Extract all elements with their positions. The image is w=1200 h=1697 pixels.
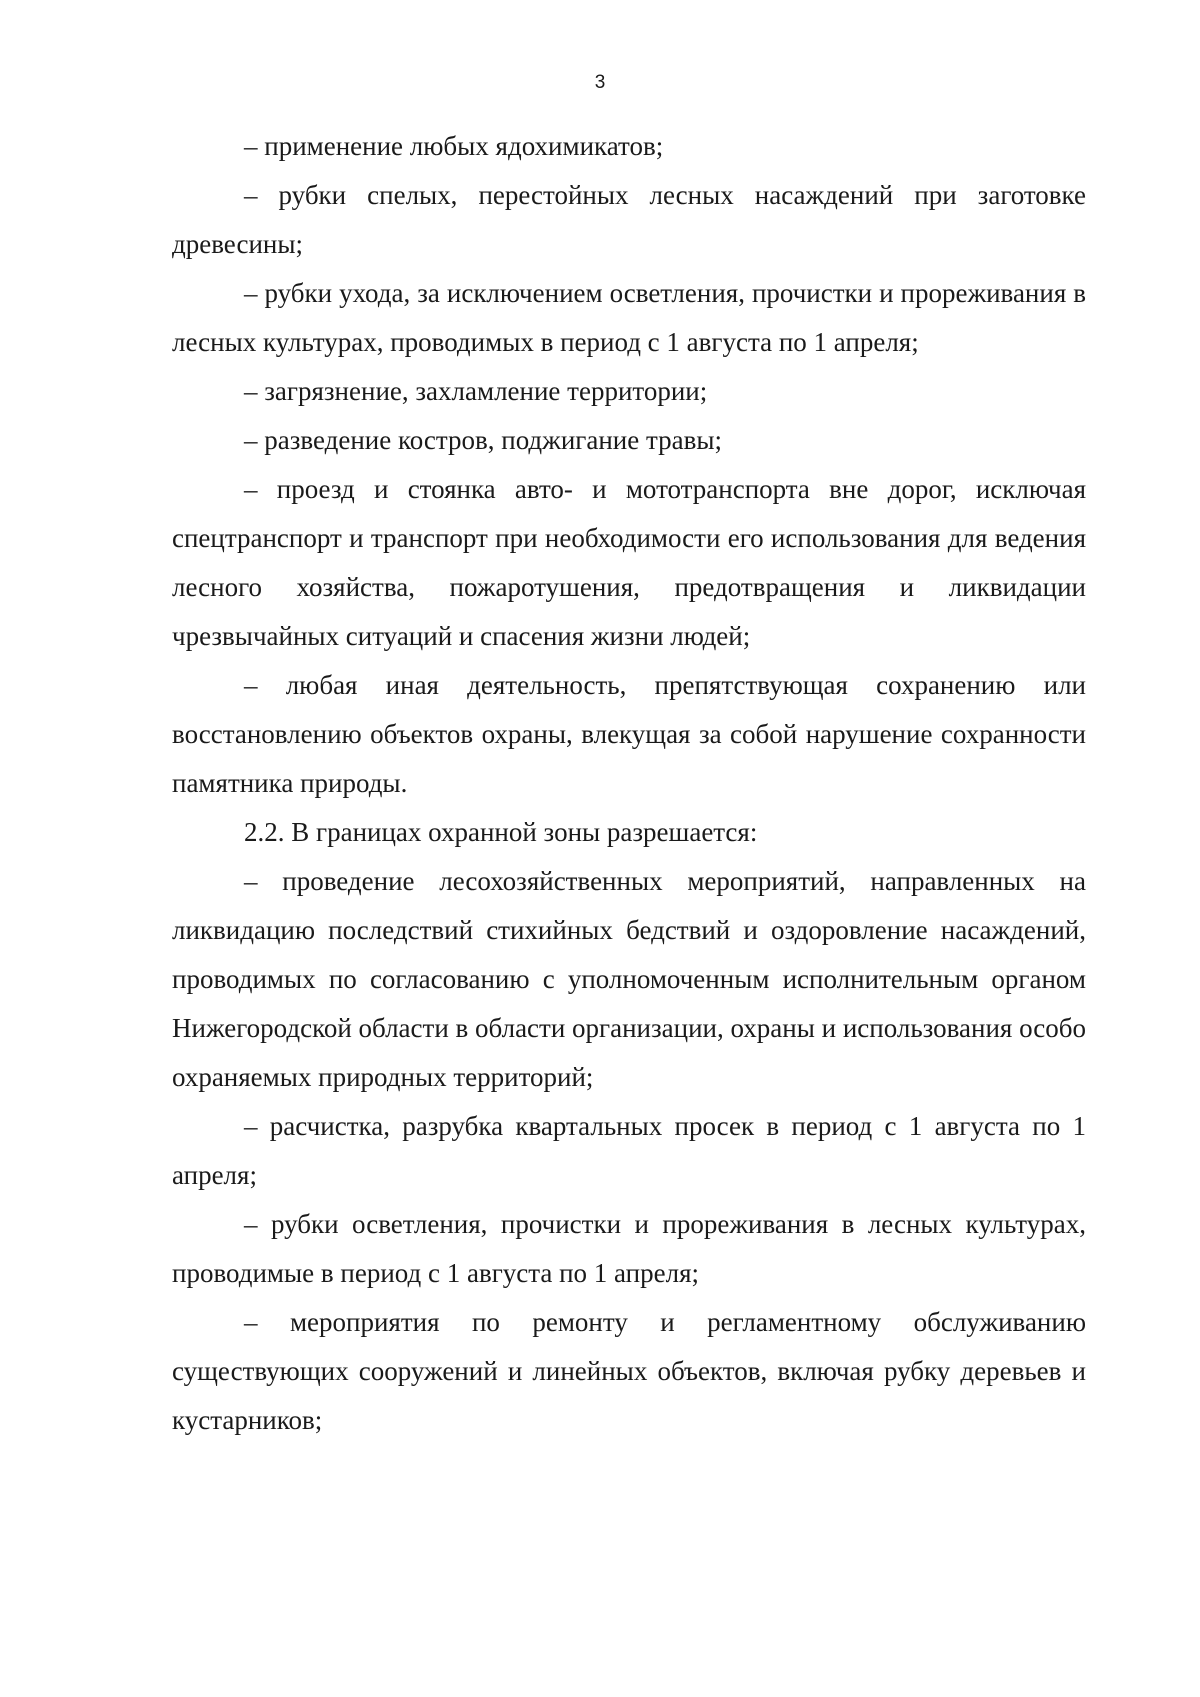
list-item-forestry-measures: – проведение лесохозяйственных мероприятий, направленных на ликвидацию последствий стихийных бедствий и оздоровление насаждений, проводимых по согласованию с уполномоченным исполнительным органом Нижегородской области в области организации, охраны и использования особо охраняемых природных территорий; xyxy=(172,866,1086,1092)
list-item-fires: – разведение костров, поджигание травы; xyxy=(244,425,722,455)
list-item-repair-works: – мероприятия по ремонту и регламентному обслуживанию существующих сооружений и линейных объектов, включая рубку деревьев и кустарников; xyxy=(172,1307,1086,1435)
list-item-mature-felling: – рубки спелых, перестойных лесных насаждений при заготовке древесины; xyxy=(172,180,1086,259)
list-item-pollution: – загрязнение, захламление территории; xyxy=(244,376,708,406)
list-item-vehicles: – проезд и стоянка авто- и мототранспорта вне дорог, исключая спецтранспорт и транспорт при необходимости его использования для ведения лесного хозяйства, пожаротушения, предотвращения и ликвидации чрезвычайных ситуаций и спасения жизни людей; xyxy=(172,474,1086,651)
section-heading-2-2: 2.2. В границах охранной зоны разрешается: xyxy=(244,817,758,847)
list-item-pesticides: – применение любых ядохимикатов; xyxy=(244,131,664,161)
document-body xyxy=(172,122,1086,1445)
page-number: 3 xyxy=(594,72,606,93)
list-item-other-activity: – любая иная деятельность, препятствующая сохранению или восстановлению объектов охраны, влекущая за собой нарушение сохранности памятника природы. xyxy=(172,670,1086,798)
list-item-clearing-glades: – расчистка, разрубка квартальных просек в период с 1 августа по 1 апреля; xyxy=(172,1111,1086,1190)
list-item-maintenance-felling: – рубки ухода, за исключением осветления, прочистки и прореживания в лесных культурах, проводимых в период с 1 августа по 1 апреля; xyxy=(172,278,1086,357)
list-item-thinning: – рубки осветления, прочистки и прореживания в лесных культурах, проводимые в период с 1 августа по 1 апреля; xyxy=(172,1209,1086,1288)
